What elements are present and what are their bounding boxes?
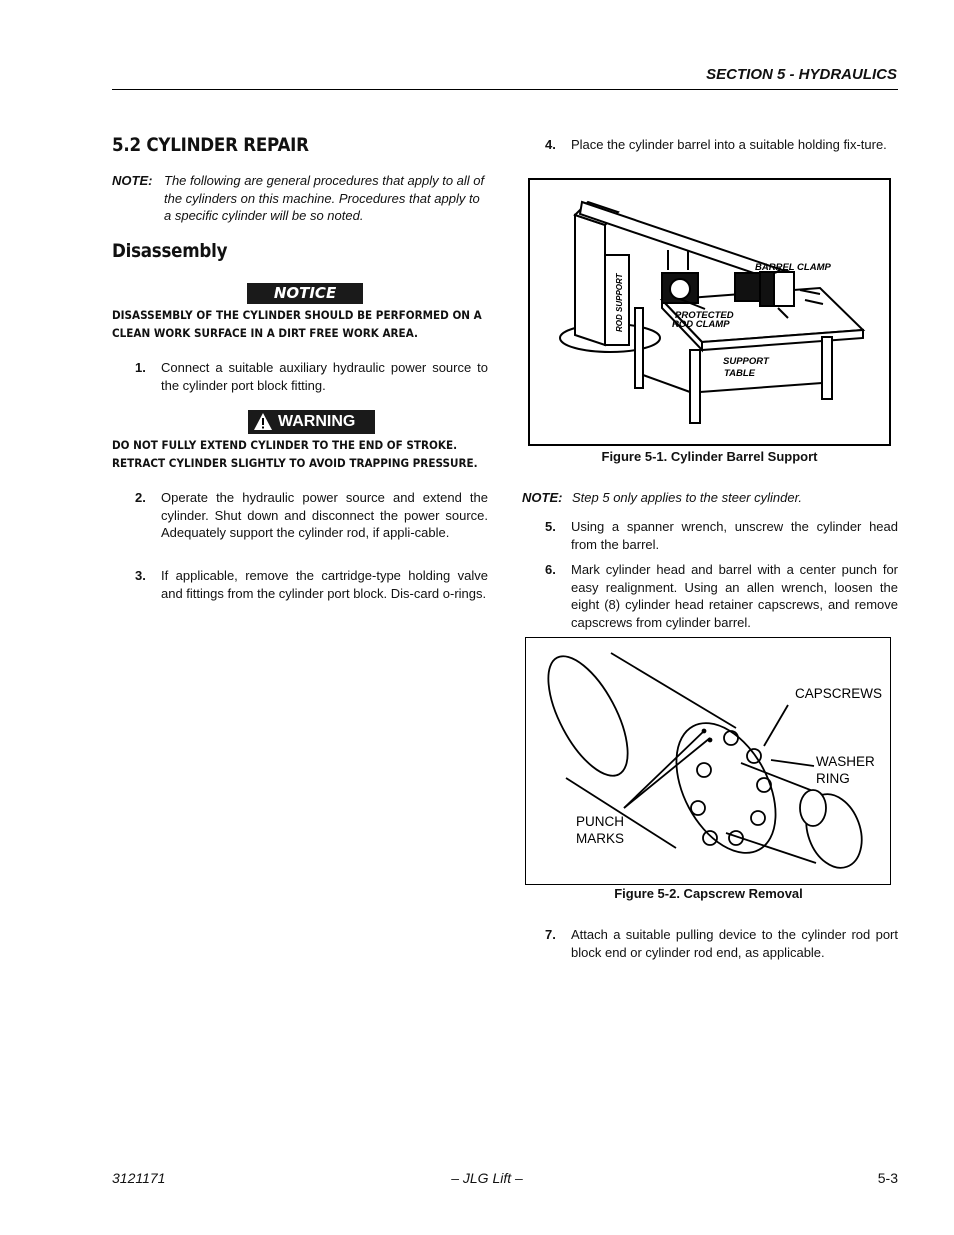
step-number: 4. [545,137,556,152]
label-capscrews: CAPSCREWS [795,686,883,701]
note-label: NOTE: [522,490,563,505]
label-barrel-clamp: BARREL CLAMP [755,262,831,273]
figure-capscrew-removal [525,637,891,885]
step-number: 6. [545,562,556,577]
step-6 [545,561,898,633]
step-text: Operate the hydraulic power source and extend the cylinder. Shut down and disconnect the power source. Adequately support the cylinder rod, if appli-cable. [161,490,488,540]
note-label: NOTE: [112,173,153,188]
notice-text: DISASSEMBLY OF THE CYLINDER SHOULD BE PERFORMED ON A CLEAN WORK SURFACE IN A DIRT FREE WORK AREA. [112,308,482,340]
step-text: If applicable, remove the cartridge-type holding valve and fittings from the cylinder port block. Dis-card o-rings. [161,568,488,601]
page-number: 5-3 [877,1170,898,1186]
footer-center: – JLG Lift – [451,1170,523,1186]
warning-triangle-icon [253,412,273,432]
step-text: Using a spanner wrench, unscrew the cylinder head from the barrel. [571,519,898,552]
step-text: Connect a suitable auxiliary hydraulic power source to the cylinder port block fitting. [161,360,488,393]
figure-cylinder-barrel-support [528,178,891,446]
figure-1-caption: Figure 5-1. Cylinder Barrel Support [601,449,818,464]
note-text: Step 5 only applies to the steer cylinder. [572,490,803,505]
note-general [112,172,489,226]
label-protected: PROTECTED [675,310,734,321]
notice-badge: NOTICE [247,283,363,304]
capscrew-illustration [526,638,890,884]
step-number: 7. [545,927,556,942]
step-7 [545,926,898,962]
step-number: 5. [545,519,556,534]
warning-label: WARNING [278,413,356,430]
label-rod-support: ROD SUPPORT [615,273,624,332]
step-1 [135,359,489,395]
figure-2-caption: Figure 5-2. Capscrew Removal [614,886,803,901]
step-number: 3. [135,568,146,583]
warning-text: DO NOT FULLY EXTEND CYLINDER TO THE END OF STROKE. RETRACT CYLINDER SLIGHTLY TO AVOID TRAPPING PRESSURE. [112,438,478,470]
header-rule [112,89,898,90]
step-number: 2. [135,490,146,505]
section-title: 5.2 CYLINDER REPAIR [112,134,309,156]
doc-number: 3121171 [112,1170,166,1186]
label-rod-clamp: ROD CLAMP [672,319,730,330]
step-3 [135,567,489,621]
label-punch: PUNCH [576,814,625,829]
subsection-title: Disassembly [112,240,228,262]
label-ring: RING [816,771,850,786]
step-4 [545,136,898,172]
cylinder-support-illustration [530,180,889,444]
step-text: Mark cylinder head and barrel with a center punch for easy realignment. Using an allen wrench, loosen the eight (8) cylinder head retainer capscrews, and remove capscrews from cylinder barrel. [571,562,898,630]
step-number: 1. [135,360,146,375]
step-2 [135,489,489,561]
label-table: TABLE [724,368,755,379]
note-steer [522,489,898,507]
label-washer: WASHER [816,754,875,769]
label-support: SUPPORT [723,356,769,367]
warning-badge [248,410,375,434]
step-text: Place the cylinder barrel into a suitable holding fix-ture. [571,137,887,152]
step-5 [545,518,898,554]
step-text: Attach a suitable pulling device to the cylinder rod port block end or cylinder rod end, as applicable. [571,927,898,960]
label-marks: MARKS [576,831,625,846]
section-header: SECTION 5 - HYDRAULICS [706,66,897,83]
note-text: The following are general procedures that apply to all of the cylinders on this machine. Procedures that apply to a specific cylinder will be so noted. [164,173,485,223]
